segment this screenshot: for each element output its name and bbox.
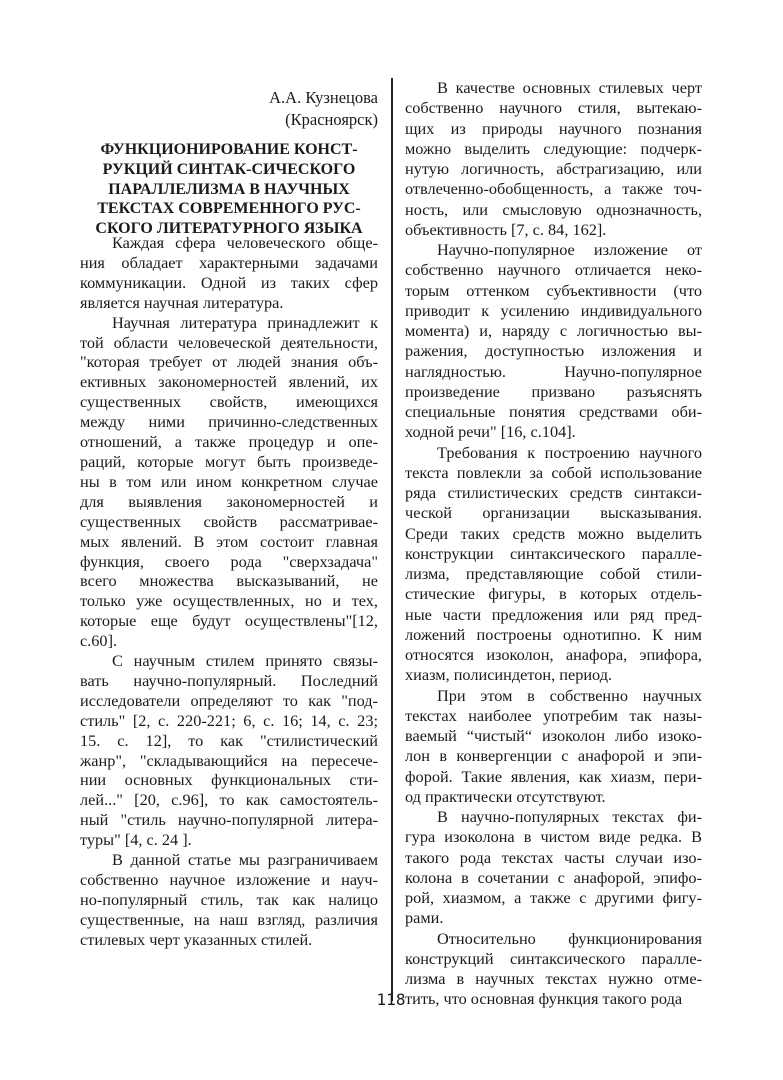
- text-line: существенных свойств рассматривае-: [80, 511, 378, 531]
- column-divider: [391, 78, 393, 1001]
- text-line: нии основных функциональных сти-: [80, 770, 378, 790]
- text-line: торым оттенком субъективности (что: [405, 280, 702, 300]
- text-line: Среди таких средств можно выделить: [405, 523, 702, 543]
- paragraph: [405, 240, 702, 443]
- right-column: [405, 78, 702, 1010]
- title-line: ТЕКСТАХ СОВРЕМЕННОГО РУС-: [97, 200, 361, 218]
- text-line: между ними причинно-следственных: [80, 412, 378, 432]
- text-line: раций, которые могут быть произведе-: [80, 451, 378, 471]
- text-line: лизма, представляющие собой стили-: [405, 564, 702, 583]
- text-line: нутую логичность, абстрагизацию, или: [405, 159, 702, 178]
- text-line: стические фигуры, в которых отдель-: [405, 584, 702, 604]
- text-line: всего множества высказываний, не: [80, 571, 378, 591]
- text-line: конструкций синтаксического паралле-: [405, 948, 702, 968]
- text-line: ные части предложения или ряд пред-: [405, 604, 702, 624]
- author-block: [78, 87, 378, 131]
- text-line: такого рода текстах часты случаи изо-: [405, 847, 702, 867]
- text-line: стиль" [2, с. 220-221; 6, с. 16; 14, с. 23;: [80, 710, 378, 730]
- text-line: относятся изоколон, анафора, эпифора,: [405, 645, 702, 664]
- author-name: А.А. Кузнецова: [269, 88, 378, 107]
- text-line: ния обладает характерными задачами: [80, 252, 378, 272]
- text-line: исследователи определяют то как "под-: [80, 690, 378, 710]
- text-line: туры" [4, с. 24 ].: [80, 830, 192, 850]
- text-line: ложений построены однотипно. К ним: [405, 624, 702, 644]
- text-line: лей..." [20, с.96], то как самостоятель-: [80, 790, 378, 810]
- text-line: щих из природы научного познания: [405, 118, 702, 138]
- paragraph: [80, 651, 378, 850]
- paragraph: [405, 929, 702, 1010]
- text-line: гура изоколона в чистом виде редка. В: [405, 827, 702, 847]
- paragraph: [405, 78, 702, 240]
- page-number: 118: [376, 990, 406, 1009]
- paragraph: [80, 313, 378, 651]
- title-line: РУКЦИЙ СИНТАК-СИЧЕСКОГО: [102, 160, 356, 178]
- text-line: лон в конвергенции с анафорой и эпи-: [405, 746, 702, 766]
- text-line: момента) и, наряду с логичностью вы-: [405, 321, 702, 340]
- text-line: функция, своего рода "сверхзадача": [80, 551, 378, 571]
- paragraph: [405, 686, 702, 808]
- text-line: объективность [7, с. 84, 162].: [405, 219, 607, 239]
- text-line: вать научно-популярный. Последний: [80, 670, 378, 690]
- text-line: ходной речи" [16, с.104].: [405, 422, 576, 442]
- text-line: конструкции синтаксического паралле-: [405, 543, 702, 563]
- article-title: [78, 140, 380, 239]
- text-line: хиазм, полисиндетон, период.: [405, 665, 613, 685]
- text-line: ряда стилистических средств синтакси-: [405, 483, 702, 502]
- text-line: ческой организации высказывания.: [405, 503, 702, 523]
- text-line: с.60].: [80, 631, 118, 651]
- text-line: можно выделить следующие: подчерк-: [405, 138, 702, 158]
- text-line: рой, хиазмом, а также с другими фигу-: [405, 888, 702, 907]
- text-line: наглядностью. Научно-популярное: [405, 361, 702, 381]
- text-line: жанр", "складывающийся на пересече-: [80, 750, 378, 770]
- paragraph: [405, 807, 702, 929]
- text-line: ражения, доступностью изложения и: [405, 341, 702, 361]
- text-line: специальные понятия средствами оби-: [405, 402, 702, 421]
- text-line: Научно-популярное изложение от: [437, 240, 702, 259]
- text-line: тить, что основная функция такого рода: [405, 989, 683, 1009]
- text-line: приводит к усилению индивидуального: [405, 300, 702, 320]
- text-line: од практически отсутствуют.: [405, 786, 606, 806]
- paragraph: [80, 850, 378, 950]
- text-line: мых явлений. В этом состоит главная: [80, 531, 378, 551]
- text-line: стилевых черт указанных стилей.: [80, 929, 313, 949]
- title-line: ПАРАЛЛЕЛИЗМА В НАУЧНЫХ: [108, 180, 350, 198]
- text-line: рами.: [405, 908, 444, 928]
- text-line: форой. Такие явления, как хиазм, пери-: [405, 766, 702, 786]
- text-line: существенных свойств, имеющихся: [80, 392, 378, 412]
- text-line: собственно научного стиля, вытекаю-: [405, 98, 702, 118]
- text-line: собственно научного отличается неко-: [405, 260, 702, 280]
- text-line: Научная литература принадлежит к: [112, 312, 378, 332]
- text-line: "которая требует от людей знания объ-: [80, 352, 378, 372]
- text-line: С научным стилем принято связы-: [112, 651, 378, 671]
- text-line: только уже осуществленных, но и тех,: [80, 591, 378, 611]
- text-line: ность, или смысловую однозначность,: [405, 199, 702, 219]
- text-line: той области человеческой деятельности,: [80, 332, 378, 352]
- title-line: ФУНКЦИОНИРОВАНИЕ КОНСТ-: [100, 141, 358, 158]
- author-city: (Красноярск): [285, 110, 378, 129]
- text-line: ваемый “чистый“ изоколон либо изоко-: [405, 726, 702, 745]
- text-line: текста повлекли за собой использование: [405, 462, 702, 482]
- text-line: коммуникации. Одной из таких сфер: [80, 272, 378, 292]
- text-line: отвлеченно-обобщенность, а также точ-: [405, 179, 702, 199]
- text-line: лизма в научных текстах нужно отме-: [405, 969, 702, 988]
- text-line: собственно научное изложение и науч-: [80, 870, 378, 889]
- text-line: В качестве основных стилевых черт: [437, 78, 702, 97]
- text-line: колона в сочетании с анафорой, эпифо-: [405, 867, 702, 887]
- text-line: В научно-популярных текстах фи-: [437, 807, 702, 826]
- text-line: текстах наиболее употребим так назы-: [405, 705, 702, 725]
- text-line: произведение призвано разъяснять: [405, 381, 702, 401]
- text-line: Требования к построению научного: [437, 442, 702, 462]
- text-line: которые еще будут осуществлены"[12,: [80, 611, 378, 631]
- text-line: Относительно функционирования: [437, 928, 702, 948]
- text-line: ективных закономерностей явлений, их: [80, 372, 378, 392]
- text-line: но-популярный стиль, так как налицо: [80, 889, 378, 909]
- paragraph: [405, 443, 702, 686]
- text-line: является научная литература.: [80, 292, 284, 312]
- text-line: для выявления закономерностей и: [80, 491, 378, 511]
- title-line: СКОГО ЛИТЕРАТУРНОГО ЯЗЫКА: [95, 220, 363, 238]
- text-line: При этом в собственно научных: [437, 685, 702, 705]
- text-line: Каждая сфера человеческого обще-: [112, 233, 378, 252]
- text-line: 15. с. 12], то как "стилистический: [80, 730, 378, 750]
- text-line: отношений, а также процедур и опе-: [80, 432, 378, 452]
- text-line: ны в том или ином конкретном случае: [80, 471, 378, 491]
- text-line: ный "стиль научно-популярной литера-: [80, 810, 378, 830]
- left-column: [80, 233, 378, 950]
- text-line: существенные, на наш взгляд, различия: [80, 909, 378, 929]
- paragraph: [80, 233, 378, 313]
- text-line: В данной статье мы разграничиваем: [112, 850, 378, 870]
